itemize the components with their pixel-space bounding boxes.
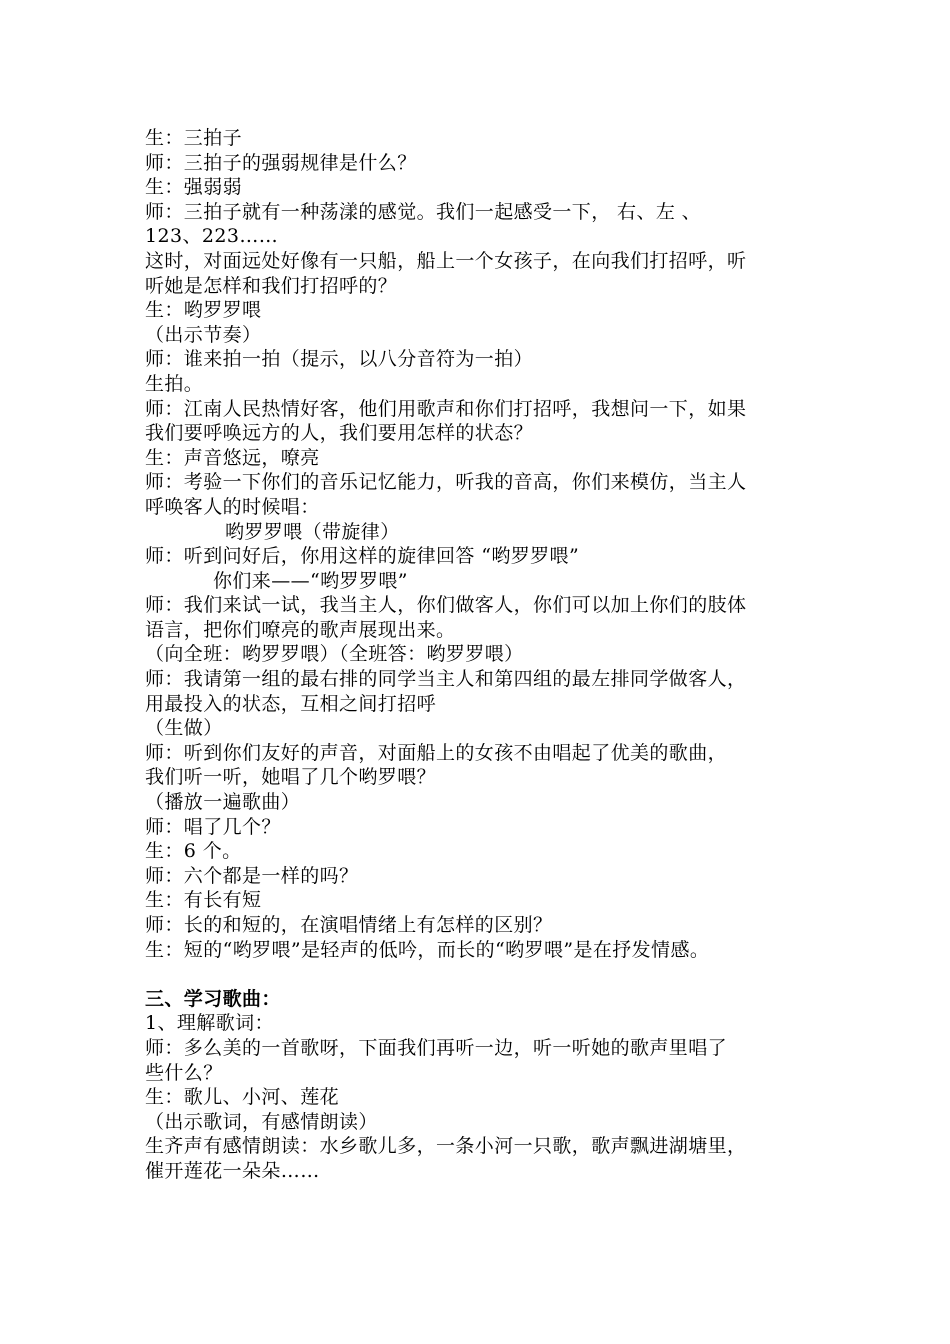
dialogue-line: 呼唤客人的时候唱： — [145, 495, 320, 518]
dialogue-line: 师：江南人民热情好客，他们用歌声和你们打招呼，我想问一下，如果 — [145, 397, 747, 420]
stage-direction: （向全班：哟罗罗喂）（全班答：哟罗罗喂） — [145, 643, 524, 666]
stage-direction: （生做） — [145, 717, 223, 740]
dialogue-line: 师：听到问好后，你用这样的旋律回答 “哟罗罗喂” — [145, 545, 580, 568]
dialogue-line: 生：强弱弱 — [145, 176, 243, 199]
dialogue-line: 师：我请第一组的最右排的同学当主人和第四组的最左排同学做客人， — [145, 668, 747, 691]
dialogue-line: 生齐声有感情朗读：水乡歌儿多，一条小河一只歌，歌声飘进湖塘里， — [145, 1135, 747, 1158]
dialogue-line: 师：唱了几个？ — [145, 815, 281, 838]
dialogue-line: 生：声音悠远，嘹亮 — [145, 446, 320, 469]
dialogue-line: 生：歌儿、小河、莲花 — [145, 1086, 340, 1109]
indented-line: 哟罗罗喂（带旋律） — [225, 520, 400, 543]
dialogue-line: 师：考验一下你们的音乐记忆能力，听我的音高，你们来模仿，当主人 — [145, 471, 747, 494]
dialogue-line: 师：听到你们友好的声音，对面船上的女孩不由唱起了优美的歌曲， — [145, 741, 728, 764]
stage-direction: （播放一遍歌曲） — [145, 791, 301, 814]
section-heading: 三、学习歌曲： — [145, 987, 281, 1010]
dialogue-line: 师：六个都是一样的吗？ — [145, 864, 359, 887]
dialogue-line: 师：三拍子的强弱规律是什么？ — [145, 151, 417, 174]
dialogue-line: 我们要呼唤远方的人，我们要用怎样的状态？ — [145, 422, 534, 445]
dialogue-line: 语言，把你们嘹亮的歌声展现出来。 — [145, 618, 456, 641]
dialogue-line: 师：我们来试一试，我当主人，你们做客人，你们可以加上你们的肢体 — [145, 594, 747, 617]
dialogue-line: 师：长的和短的，在演唱情绪上有怎样的区别？ — [145, 914, 553, 936]
dialogue-line: 催开莲花一朵朵…… — [145, 1159, 320, 1182]
stage-direction: （出示歌词，有感情朗读） — [145, 1110, 378, 1133]
dialogue-line: 生：有长有短 — [145, 889, 262, 912]
dialogue-line: 123、223…… — [145, 225, 279, 248]
indented-line: 你们来——“哟罗罗喂” — [213, 569, 408, 592]
dialogue-line: 师：谁来拍一拍（提示，以八分音符为一拍） — [145, 348, 534, 371]
dialogue-line: 用最投入的状态，互相之间打招呼 — [145, 692, 437, 715]
dialogue-line: 生：哟罗罗喂 — [145, 299, 262, 322]
document-body — [145, 126, 825, 1184]
dialogue-line: 这时，对面远处好像有一只船，船上一个女孩子，在向我们打招呼，听 — [145, 249, 747, 272]
dialogue-line: 我们听一听，她唱了几个哟罗喂？ — [145, 766, 437, 789]
dialogue-line: 生拍。 — [145, 372, 204, 395]
dialogue-line: 生：短的“哟罗喂”是轻声的低吟，而长的“哟罗喂”是在抒发情感。 — [145, 938, 710, 961]
dialogue-line: 听她是怎样和我们打招呼的？ — [145, 274, 398, 297]
dialogue-line: 生：6 个。 — [145, 840, 242, 863]
dialogue-line: 生：三拍子 — [145, 127, 243, 149]
dialogue-line: 师：多么美的一首歌呀，下面我们再听一边，听一听她的歌声里唱了 — [145, 1036, 728, 1059]
dialogue-line: 师：三拍子就有一种荡漾的感觉。我们一起感受一下， 右、左 、 — [145, 200, 702, 223]
dialogue-line: 些什么？ — [145, 1061, 223, 1084]
stage-direction: （出示节奏） — [145, 323, 262, 346]
paragraph-gap — [145, 962, 825, 987]
subsection-heading: 1、理解歌词： — [145, 1012, 274, 1035]
